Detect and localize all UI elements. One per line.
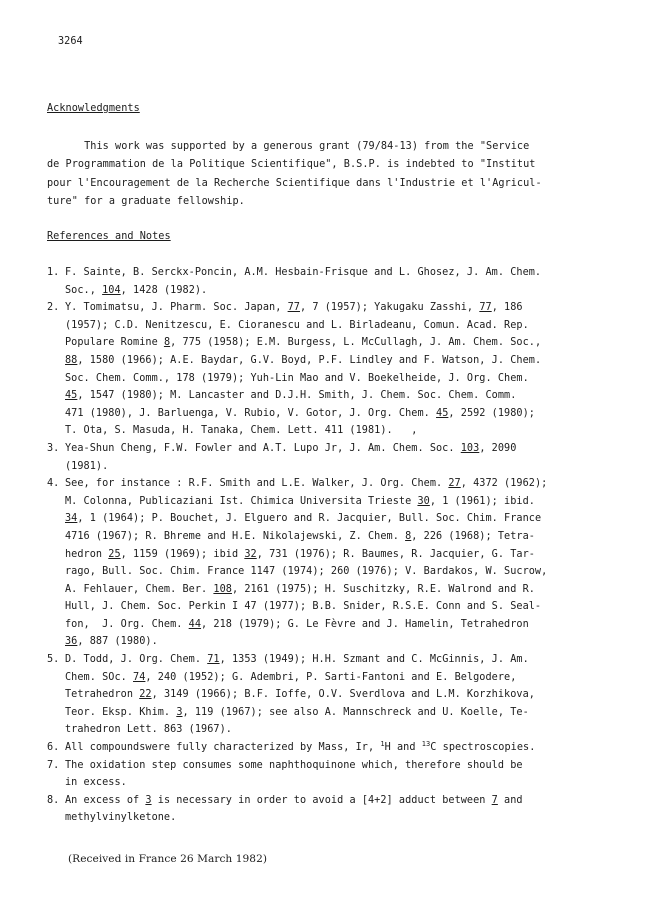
volume-number: 8 bbox=[405, 530, 412, 542]
received-date: (Received in France 26 March 1982) bbox=[68, 853, 268, 865]
volume-number: 77 bbox=[287, 302, 300, 314]
volume-number: 27 bbox=[448, 478, 461, 490]
reference-line: All compoundswere fully characterized by Mass, Ir, $^1$H and $^{13}$C spectroscopies. bbox=[65, 740, 536, 754]
reference-line: Y. Tomimatsu, J. Pharm. Soc. Japan, 77, 7 (1957); Yakugaku Zasshi, 77, 186 bbox=[65, 302, 523, 314]
superscript: 1 bbox=[380, 740, 385, 749]
reference-line: Soc., 104, 1428 (1982). bbox=[65, 284, 208, 296]
volume-number: 30 bbox=[417, 495, 430, 507]
reference-line: Populare Romine 8, 775 (1958); E.M. Burgess, L. McCullagh, J. Am. Chem. Soc., bbox=[65, 337, 542, 349]
reference-line: An excess of 3 is necessary in order to avoid a [4+2] adduct between 7 and bbox=[65, 794, 523, 806]
volume-number: 25 bbox=[108, 548, 121, 560]
reference-line: 4716 (1967); R. Bhreme and H.E. Nikolajewski, Z. Chem. 8, 226 (1968); Tetra- bbox=[65, 530, 535, 542]
volume-number: 8 bbox=[163, 337, 171, 349]
volume-number: 7 bbox=[491, 794, 498, 806]
reference-item bbox=[47, 475, 637, 651]
acknowledgments-line: de Programmation de la Politique Scientifique", B.S.P. is indebted to "Institut bbox=[47, 159, 536, 171]
reference-line: in excess. bbox=[65, 777, 127, 789]
acknowledgments-line: pour l'Encouragement de la Recherche Scientifique dans l'Industrie et l'Agricul- bbox=[47, 177, 542, 189]
reference-number: 3. bbox=[47, 442, 60, 454]
reference-line: 45, 1547 (1980); M. Lancaster and D.J.H. Smith, J. Chem. Soc. Chem. Comm. bbox=[65, 390, 517, 402]
reference-line: (1957); C.D. Nenitzescu, E. Cioranescu and L. Birladeanu, Comun. Acad. Rep. bbox=[65, 319, 529, 331]
reference-number: 2. bbox=[47, 302, 60, 314]
acknowledgments-line: This work was supported by a generous grant (79/84-13) from the "Service bbox=[47, 141, 530, 152]
volume-number: 77 bbox=[479, 302, 492, 314]
volume-number: 88 bbox=[65, 354, 78, 366]
references-heading: References and Notes bbox=[47, 231, 171, 242]
reference-line: 471 (1980), J. Barluenga, V. Rubio, V. Gotor, J. Org. Chem. 45, 2592 (1980); bbox=[65, 407, 535, 419]
reference-item bbox=[47, 739, 637, 757]
reference-number: 1. bbox=[47, 267, 60, 278]
volume-number: 3 bbox=[176, 706, 183, 718]
reference-line: M. Colonna, Publicaziani Ist. Chimica Universita Trieste 30, 1 (1961); ibid. bbox=[65, 495, 535, 507]
reference-line: Teor. Eksp. Khim. 3, 119 (1967); see also A. Mannschreck and U. Koelle, Te- bbox=[65, 706, 529, 718]
reference-line: The oxidation step consumes some naphthoquinone which, therefore should be bbox=[65, 759, 523, 771]
reference-number: 4. bbox=[47, 478, 60, 490]
reference-item bbox=[47, 299, 637, 440]
volume-number: 103 bbox=[460, 442, 480, 454]
reference-number: 5. bbox=[47, 654, 60, 666]
volume-number: 74 bbox=[133, 671, 146, 683]
volume-number: 71 bbox=[207, 654, 220, 666]
volume-number: 108 bbox=[213, 583, 232, 595]
reference-line: 88, 1580 (1966); A.E. Baydar, G.V. Boyd, P.F. Lindley and F. Watson, J. Chem. bbox=[65, 354, 542, 366]
volume-number: 45 bbox=[436, 407, 449, 419]
references-list bbox=[47, 264, 637, 827]
reference-line: 36, 887 (1980). bbox=[65, 636, 158, 648]
superscript: 13 bbox=[421, 740, 431, 749]
reference-line: (1981). bbox=[65, 460, 109, 472]
reference-line: T. Ota, S. Masuda, H. Tanaka, Chem. Lett. 411 (1981). , bbox=[65, 425, 418, 437]
reference-line: methylvinylketone. bbox=[65, 812, 177, 824]
reference-number: 7. bbox=[47, 759, 60, 771]
volume-number: 45 bbox=[65, 390, 78, 402]
reference-number: 6. bbox=[47, 742, 60, 754]
volume-number: 36 bbox=[65, 636, 78, 648]
reference-item bbox=[47, 264, 637, 299]
volume-number: 34 bbox=[65, 513, 78, 525]
reference-item bbox=[47, 440, 637, 475]
volume-number: 44 bbox=[188, 618, 202, 630]
volume-number: 3 bbox=[145, 794, 152, 806]
reference-line: Chem. SOc. 74, 240 (1952); G. Adembri, P. Sarti-Fantoni and E. Belgodere, bbox=[65, 671, 517, 683]
reference-line: fon, J. Org. Chem. 44, 218 (1979); G. Le Fèvre and J. Hamelin, Tetrahedron bbox=[65, 618, 529, 630]
acknowledgments-line: ture" for a graduate fellowship. bbox=[47, 196, 245, 208]
reference-line: Yea-Shun Cheng, F.W. Fowler and A.T. Lupo Jr, J. Am. Chem. Soc. 103, 2090 bbox=[65, 442, 517, 454]
reference-line: Soc. Chem. Comm., 178 (1979); Yuh-Lin Mao and V. Boekelheide, J. Org. Chem. bbox=[65, 372, 529, 384]
reference-line: hedron 25, 1159 (1969); ibid 32, 731 (1976); R. Baumes, R. Jacquier, G. Tar- bbox=[65, 548, 535, 560]
reference-line: D. Todd, J. Org. Chem. 71, 1353 (1949); H.H. Szmant and C. McGinnis, J. Am. bbox=[65, 654, 529, 666]
reference-line: rago, Bull. Soc. Chim. France 1147 (1974); 260 (1976); V. Bardakos, W. Sucrow, bbox=[65, 566, 548, 578]
reference-line: trahedron Lett. 863 (1967). bbox=[65, 724, 232, 736]
page-number: 3264 bbox=[58, 36, 83, 47]
reference-line: F. Sainte, B. Serckx-Poncin, A.M. Hesbain-Frisque and L. Ghosez, J. Am. Chem. bbox=[65, 267, 542, 278]
reference-item bbox=[47, 651, 637, 739]
reference-number: 8. bbox=[47, 794, 60, 806]
reference-line: Tetrahedron 22, 3149 (1966); B.F. Ioffe, O.V. Sverdlova and L.M. Korzhikova, bbox=[65, 689, 535, 701]
reference-line: A. Fehlauer, Chem. Ber. 108, 2161 (1975); H. Suschitzky, R.E. Walrond and R. bbox=[65, 583, 535, 595]
volume-number: 104 bbox=[102, 284, 121, 296]
acknowledgments-body bbox=[47, 138, 637, 212]
reference-line: Hull, J. Chem. Soc. Perkin I 47 (1977); B.B. Snider, R.S.E. Conn and S. Seal- bbox=[65, 601, 542, 613]
reference-line: See, for instance : R.F. Smith and L.E. Walker, J. Org. Chem. 27, 4372 (1962); bbox=[65, 478, 548, 490]
reference-line: 34, 1 (1964); P. Bouchet, J. Elguero and R. Jacquier, Bull. Soc. Chim. France bbox=[65, 513, 542, 525]
volume-number: 22 bbox=[139, 689, 152, 701]
acknowledgments-heading: Acknowledgments bbox=[47, 103, 140, 114]
reference-item bbox=[47, 757, 637, 792]
reference-item bbox=[47, 792, 637, 827]
volume-number: 32 bbox=[244, 548, 257, 560]
